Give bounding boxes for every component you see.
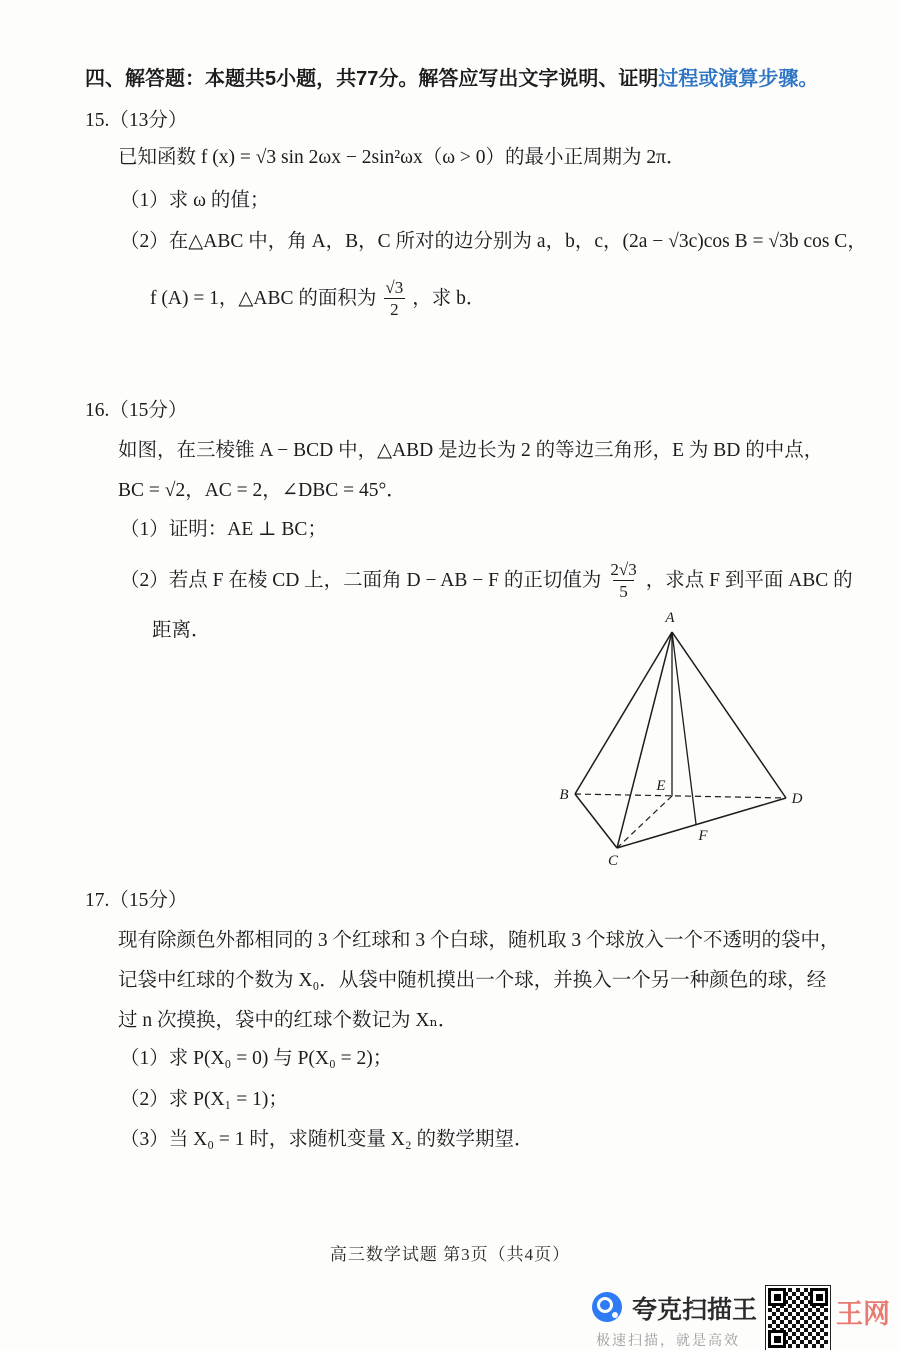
logo-dot-shape	[612, 1312, 618, 1318]
qr-finder-top-right	[810, 1288, 828, 1306]
quark-scanner-logo-icon	[592, 1292, 622, 1322]
qr-finder-bottom-left	[768, 1330, 786, 1348]
problem-16-part-2-cont: 距离．	[152, 620, 211, 641]
vertex-label-A: A	[665, 610, 675, 626]
problem-16-part-1: （1）证明：AE ⊥ BC；	[120, 519, 327, 540]
fraction-denominator: 2	[384, 298, 405, 320]
red-watermark-text: 王网	[836, 1299, 890, 1329]
problem-15-part-2b-pre: f (A) = 1，△ABC 的面积为	[150, 287, 377, 309]
fraction-numerator: √3	[385, 277, 404, 297]
problem-15-part-1: （1）求 ω 的值；	[120, 190, 270, 211]
vertex-label-C: C	[607, 853, 619, 869]
edge-AC	[617, 632, 672, 848]
problem-17-number: 17.（15分）	[85, 890, 188, 911]
problem-17-statement-2: 记袋中红球的个数为 X₀．从袋中随机摸出一个球，并换入一个另一种颜色的球，经	[118, 970, 827, 991]
fraction-sqrt3-over-2	[382, 278, 406, 321]
problem-16-part-2-post: ，求点 F 到平面 ABC 的	[645, 569, 853, 591]
problem-17-statement-3: 过 n 次摸换，袋中的红球个数记为 Xₙ．	[118, 1010, 458, 1031]
problem-15-part-2: （2）在△ABC 中，角 A，B，C 所对的边分别为 a，b，c，(2a − √3c)cos B = √3b cos C，	[120, 231, 867, 252]
edge-BC	[575, 794, 617, 848]
edge-AB	[575, 632, 672, 794]
problem-17-part-3: （3）当 X₀ = 1 时，求随机变量 X₂ 的数学期望．	[120, 1129, 534, 1150]
qr-finder-top-left	[768, 1288, 786, 1306]
fraction-numerator: 2√3	[610, 559, 637, 579]
problem-17-part-1: （1）求 P(X₀ = 0) 与 P(X₀ = 2)；	[120, 1048, 393, 1069]
problem-16-statement-1: 如图，在三棱锥 A − BCD 中，△ABD 是边长为 2 的等边三角形，E 为 BD 的中点，	[118, 440, 824, 461]
problem-15-number: 15.（13分）	[85, 110, 188, 131]
problem-17-part-2: （2）求 P(X₁ = 1)；	[120, 1089, 288, 1110]
section-header-black: 四、解答题：本题共5小题，共77分。解答应写出文字说明、证明	[85, 68, 659, 90]
tetrahedron-svg	[540, 598, 820, 873]
problem-15-part-2b	[150, 270, 485, 328]
page-footer: 高三数学试题 第3页（共4页）	[329, 1245, 571, 1264]
scanner-app-name: 夸克扫描王	[632, 1296, 758, 1324]
problem-15-statement: 已知函数 f (x) = √3 sin 2ωx − 2sin²ωx（ω > 0）的最小正周期为 2π．	[118, 147, 686, 168]
logo-ring-shape	[597, 1297, 613, 1313]
tetrahedron-figure	[540, 598, 820, 873]
vertex-label-D: D	[791, 791, 803, 807]
problem-16-statement-2: BC = √2，AC = 2，∠DBC = 45°．	[118, 480, 406, 501]
section-header-highlight: 过程或演算步骤。	[658, 68, 819, 90]
problem-17-statement-1: 现有除颜色外都相同的 3 个红球和 3 个白球，随机取 3 个球放入一个不透明的袋中，	[118, 930, 840, 951]
problem-15-part-2b-post: ，求 b．	[412, 287, 486, 309]
qr-code	[766, 1286, 830, 1350]
point-label-E: E	[656, 778, 666, 794]
scanner-app-tagline: 极速扫描，就是高效	[596, 1332, 740, 1348]
edge-BD-dashed	[575, 794, 786, 798]
problem-16-part-2-pre: （2）若点 F 在棱 CD 上，二面角 D − AB − F 的正切值为	[120, 569, 602, 591]
point-label-F: F	[698, 828, 708, 844]
vertex-label-B: B	[559, 787, 569, 803]
fraction-2sqrt3-over-5	[607, 560, 639, 603]
section-header	[85, 66, 818, 93]
problem-16-number: 16.（15分）	[85, 400, 188, 421]
fraction-denominator: 5	[613, 580, 634, 602]
